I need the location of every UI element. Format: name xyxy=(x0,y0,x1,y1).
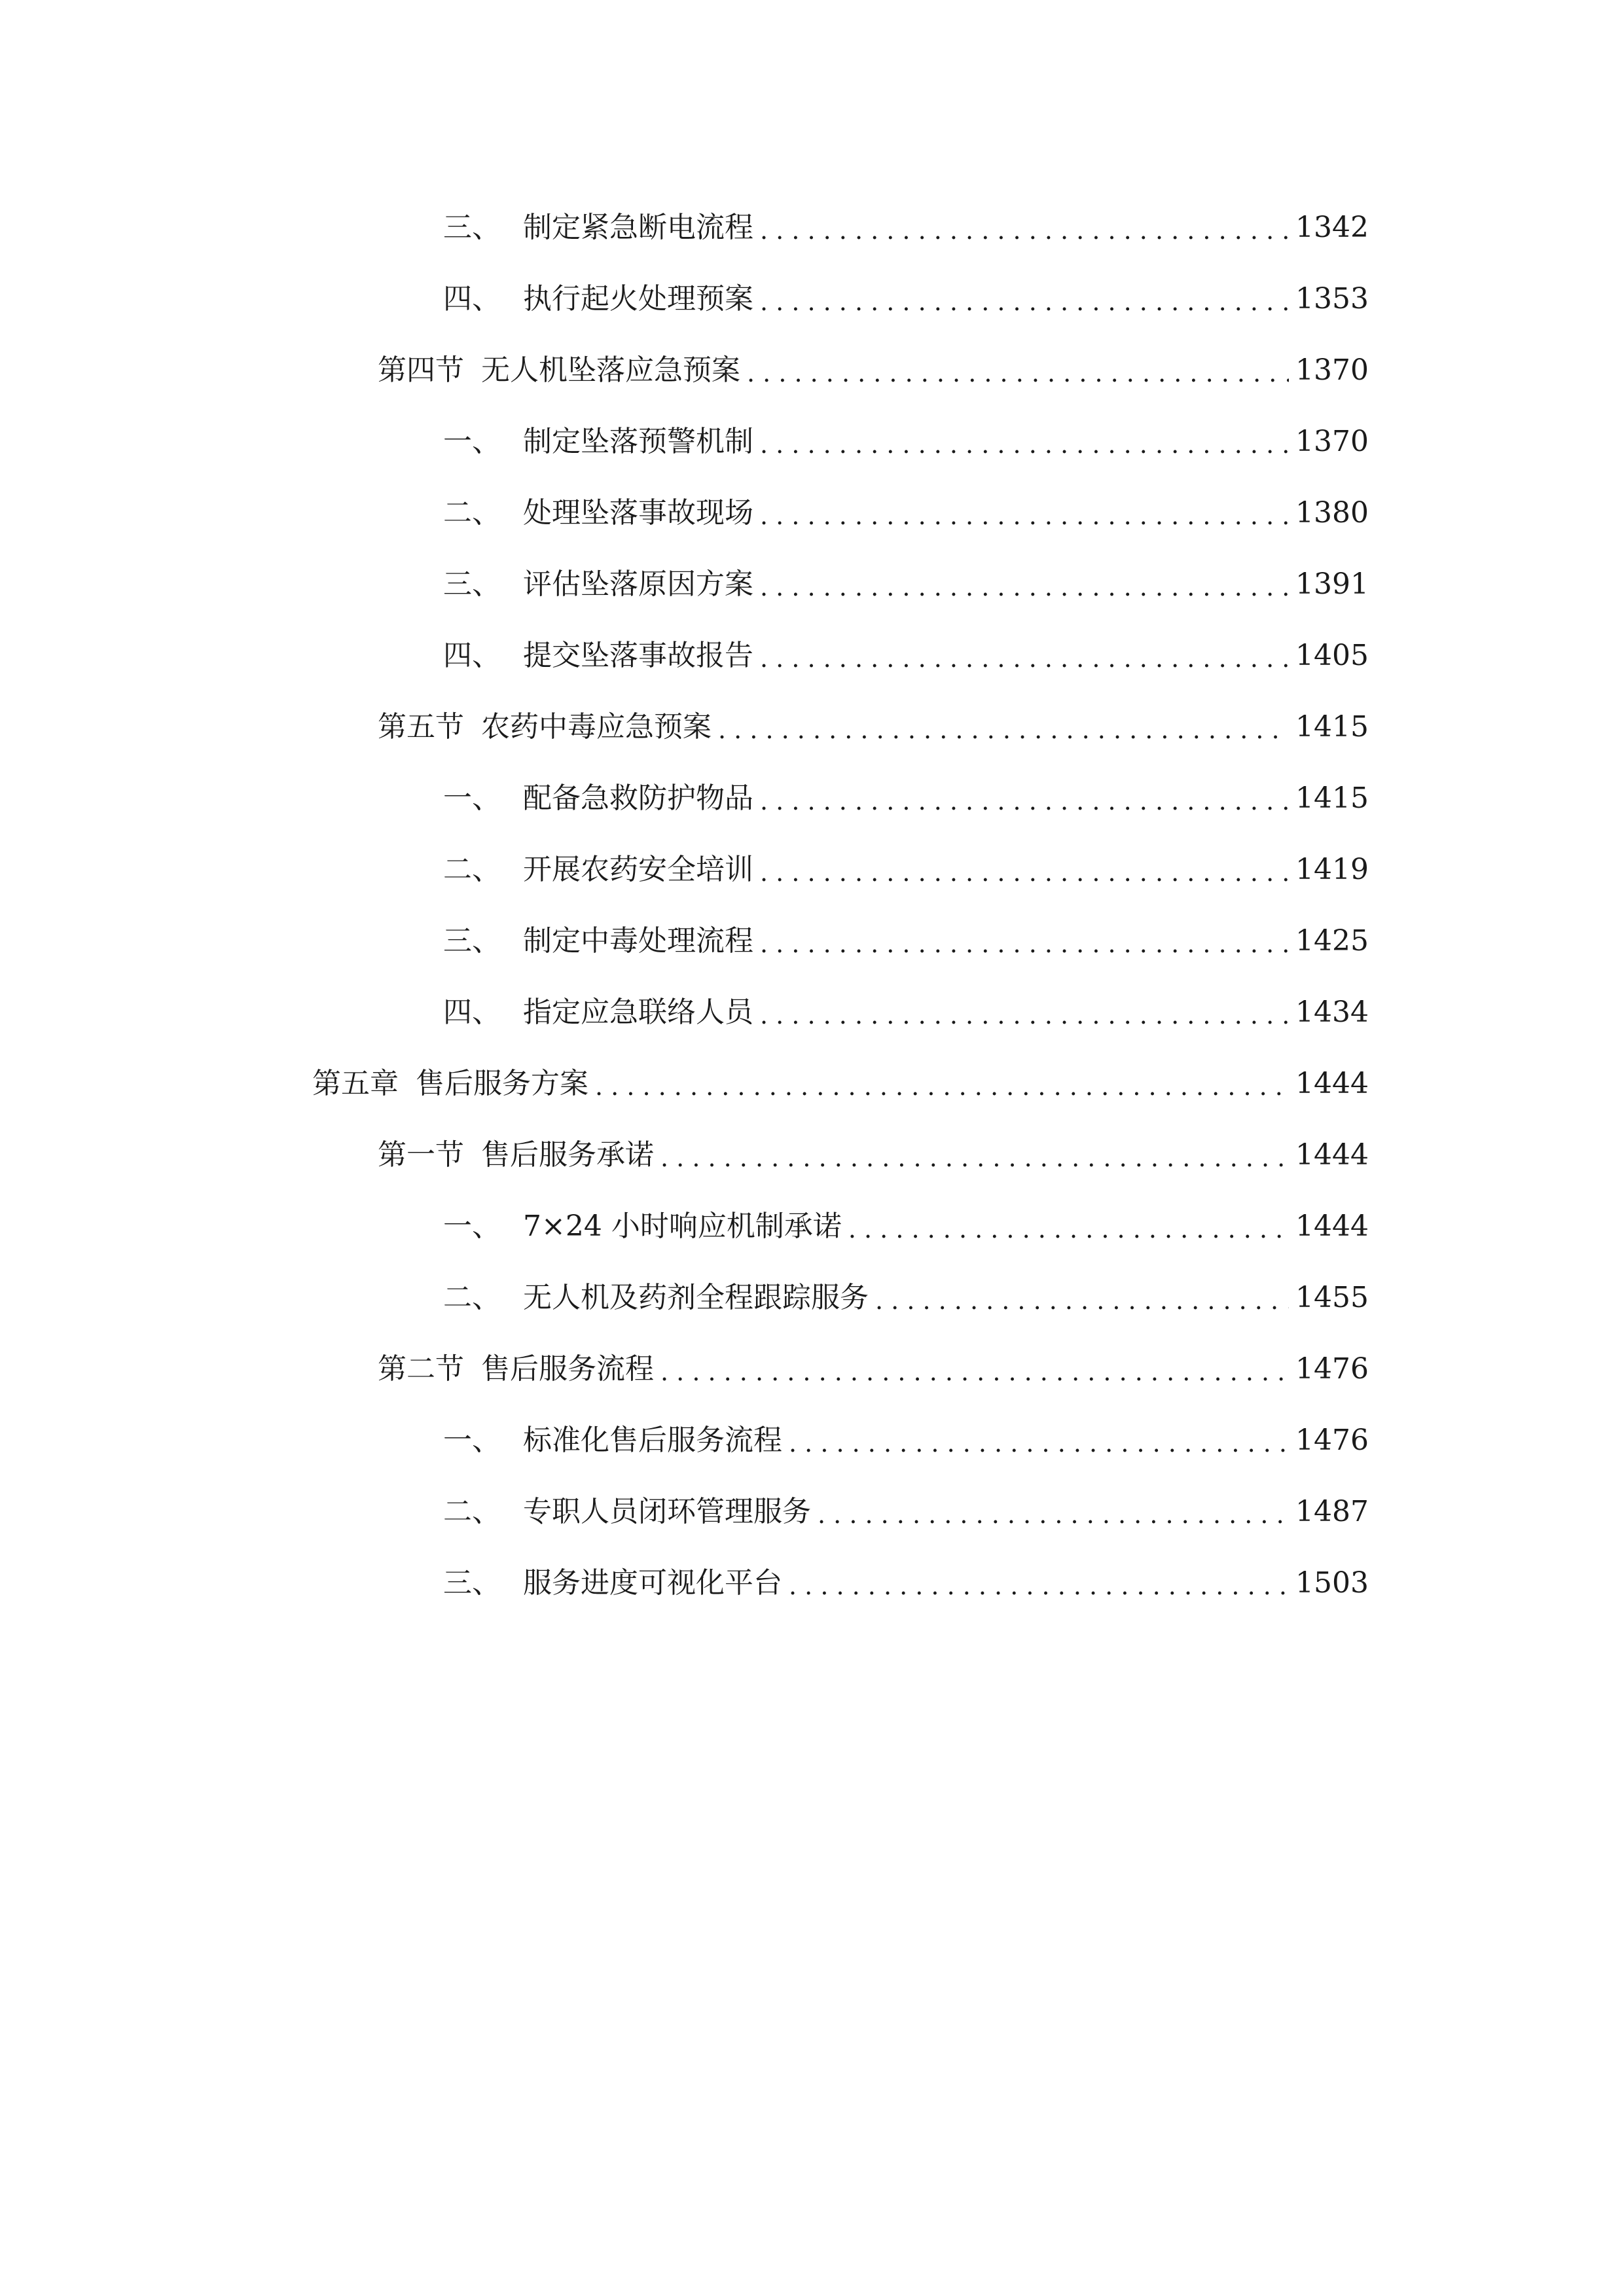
toc-entry-number: 四、 xyxy=(443,996,501,1029)
toc-entry-number: 第一节 xyxy=(378,1138,464,1172)
toc-entry-page: 1342 xyxy=(1295,211,1369,244)
toc-entry-title: 指定应急联络人员 xyxy=(523,996,753,1029)
toc-dot-leader xyxy=(818,1492,1289,1537)
toc-entry xyxy=(312,1061,1369,1107)
toc-entry-number: 四、 xyxy=(443,282,501,315)
toc-entry xyxy=(443,1275,1369,1321)
toc-entry-title: 无人机坠落应急预案 xyxy=(481,353,740,387)
toc-dot-leader xyxy=(760,992,1289,1038)
toc-entry-number: 一、 xyxy=(443,425,501,458)
toc-dot-leader xyxy=(595,1064,1289,1109)
toc-entry xyxy=(443,918,1369,964)
toc-entry xyxy=(443,633,1369,679)
toc-entry-page: 1444 xyxy=(1295,1067,1369,1100)
toc-entry-page: 1415 xyxy=(1295,781,1369,815)
toc-entry xyxy=(443,990,1369,1035)
toc-entry-page: 1391 xyxy=(1295,567,1369,601)
toc-entry-title: 制定坠落预警机制 xyxy=(523,425,753,458)
toc-entry-page: 1419 xyxy=(1295,853,1369,886)
toc-dot-leader xyxy=(760,850,1289,895)
toc-entry-title: 7×24 小时响应机制承诺 xyxy=(523,1210,842,1243)
toc-entry-title: 配备急救防护物品 xyxy=(523,781,753,815)
toc-entry xyxy=(443,276,1369,322)
toc-dot-leader xyxy=(760,422,1289,467)
toc-dot-leader xyxy=(718,707,1289,753)
toc-dot-leader xyxy=(789,1420,1289,1466)
toc-dot-leader xyxy=(760,636,1289,681)
toc-entry xyxy=(443,776,1369,821)
toc-entry-number: 三、 xyxy=(443,924,501,958)
toc-entry-number: 四、 xyxy=(443,639,501,672)
toc-entry-title: 售后服务承诺 xyxy=(481,1138,654,1172)
toc-entry-page: 1353 xyxy=(1295,282,1369,315)
toc-entry-page: 1444 xyxy=(1295,1210,1369,1243)
toc-entry-number: 第五节 xyxy=(378,710,464,744)
toc-dot-leader xyxy=(760,921,1289,967)
toc-dot-leader xyxy=(760,207,1289,253)
toc-entry-number: 三、 xyxy=(443,1566,501,1600)
toc-entry xyxy=(443,1204,1369,1249)
toc-entry-page: 1476 xyxy=(1295,1352,1369,1386)
toc-entry-number: 二、 xyxy=(443,1281,501,1314)
toc-entry-page: 1476 xyxy=(1295,1424,1369,1457)
toc-entry-title: 评估坠落原因方案 xyxy=(523,567,753,601)
toc-entry-title: 农药中毒应急预案 xyxy=(481,710,712,744)
toc-entry xyxy=(443,1560,1369,1606)
toc-entry xyxy=(443,1418,1369,1463)
toc-entry-title: 售后服务方案 xyxy=(416,1067,588,1100)
toc-entry-page: 1487 xyxy=(1295,1495,1369,1528)
toc-entry xyxy=(443,562,1369,607)
toc-entry-number: 第五章 xyxy=(312,1067,399,1100)
toc-entry-page: 1444 xyxy=(1295,1138,1369,1172)
toc-entry xyxy=(443,847,1369,893)
toc-entry-title: 无人机及药剂全程跟踪服务 xyxy=(523,1281,869,1314)
toc-entry-title: 制定中毒处理流程 xyxy=(523,924,753,958)
toc-entry-title: 制定紧急断电流程 xyxy=(523,211,753,244)
toc-entry-page: 1425 xyxy=(1295,924,1369,958)
toc-dot-leader xyxy=(660,1349,1289,1395)
toc-entry-title: 处理坠落事故现场 xyxy=(523,496,753,529)
toc-entry-title: 标准化售后服务流程 xyxy=(523,1424,782,1457)
toc-dot-leader xyxy=(760,493,1289,539)
toc-entry-page: 1455 xyxy=(1295,1281,1369,1314)
toc-entry-title: 提交坠落事故报告 xyxy=(523,639,753,672)
toc-entry-number: 一、 xyxy=(443,1210,501,1243)
toc-dot-leader xyxy=(848,1206,1289,1252)
toc-entry-number: 一、 xyxy=(443,1424,501,1457)
toc-entry-page: 1370 xyxy=(1295,353,1369,387)
toc-entry xyxy=(378,348,1369,393)
toc-dot-leader xyxy=(660,1135,1289,1181)
toc-entry-title: 执行起火处理预案 xyxy=(523,282,753,315)
toc-entry-title: 专职人员闭环管理服务 xyxy=(523,1495,811,1528)
toc-dot-leader xyxy=(747,350,1289,396)
toc-entry-number: 第二节 xyxy=(378,1352,464,1386)
toc-entry-page: 1503 xyxy=(1295,1566,1369,1600)
toc-entry xyxy=(443,490,1369,536)
toc-entry xyxy=(378,704,1369,750)
toc-dot-leader xyxy=(760,778,1289,824)
toc-entry-number: 二、 xyxy=(443,496,501,529)
toc-entry-number: 一、 xyxy=(443,781,501,815)
toc-entry xyxy=(378,1346,1369,1392)
toc-entry-page: 1370 xyxy=(1295,425,1369,458)
toc-dot-leader xyxy=(760,279,1289,325)
toc-entry-number: 二、 xyxy=(443,853,501,886)
toc-entry-page: 1405 xyxy=(1295,639,1369,672)
toc-entry-title: 开展农药安全培训 xyxy=(523,853,753,886)
toc-entry-title: 售后服务流程 xyxy=(481,1352,654,1386)
toc-entry-number: 三、 xyxy=(443,211,501,244)
toc-entry-number: 第四节 xyxy=(378,353,464,387)
toc-entry xyxy=(443,1489,1369,1535)
toc-dot-leader xyxy=(875,1278,1289,1323)
toc-entry-page: 1415 xyxy=(1295,710,1369,744)
toc-entry xyxy=(378,1132,1369,1178)
toc-entry-number: 二、 xyxy=(443,1495,501,1528)
toc-entry-number: 三、 xyxy=(443,567,501,601)
toc-entry xyxy=(443,419,1369,465)
toc-entry xyxy=(443,205,1369,251)
toc-entry-title: 服务进度可视化平台 xyxy=(523,1566,782,1600)
toc-dot-leader xyxy=(789,1563,1289,1609)
toc-dot-leader xyxy=(760,564,1289,610)
toc-entry-page: 1434 xyxy=(1295,996,1369,1029)
toc-entry-page: 1380 xyxy=(1295,496,1369,529)
